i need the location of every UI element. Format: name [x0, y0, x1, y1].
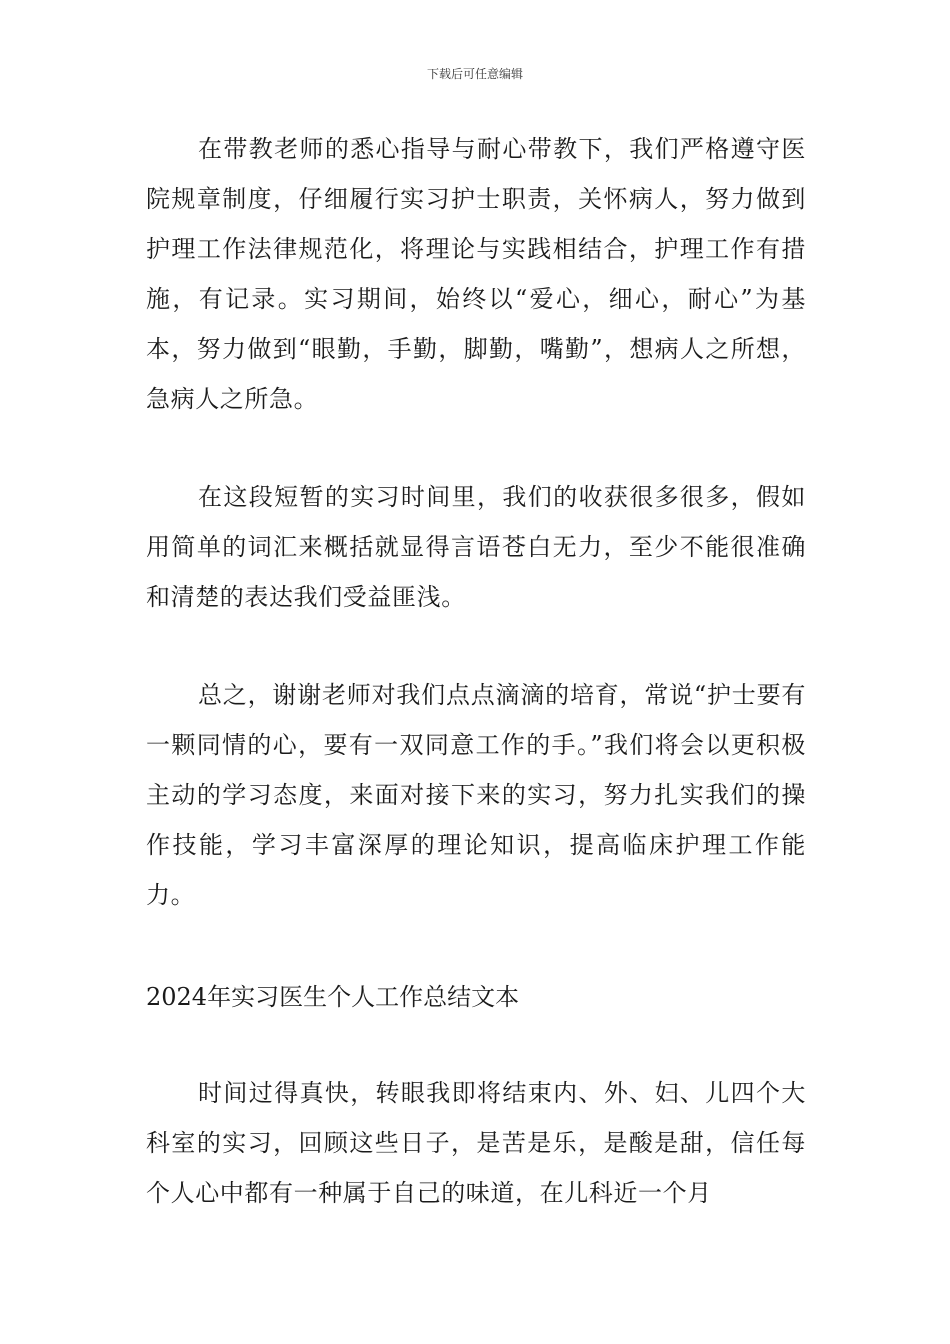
section-paragraph: 时间过得真快，转眼我即将结束内、外、妇、儿四个大科室的实习，回顾这些日子，是苦是乐，是酸是甜，信任每个人心中都有一种属于自己的味道，在儿科近一个月	[146, 1079, 806, 1207]
paragraph-1-block	[146, 124, 806, 424]
paragraph-3: 总之，谢谢老师对我们点点滴滴的培育，常说“护士要有一颗同情的心，要有一双同意工作的手。”我们将会以更积极主动的学习态度，来面对接下来的实习，努力扎实我们的操作技能，学习丰富深厚的理论知识，提高临床护理工作能力。	[146, 681, 806, 909]
paragraph-3-block	[146, 670, 806, 920]
paragraph-2-block	[146, 472, 806, 622]
section-paragraph-block	[146, 1068, 806, 1218]
page-header-note: 下载后可任意编辑	[426, 67, 523, 81]
paragraph-1: 在带教老师的悉心指导与耐心带教下，我们严格遵守医院规章制度，仔细履行实习护士职责，关怀病人，努力做到护理工作法律规范化，将理论与实践相结合，护理工作有措施，有记录。实习期间，始终以“爱心，细心，耐心”为基本，努力做到“眼勤，手勤，脚勤，嘴勤”，想病人之所想，急病人之所急。	[146, 135, 806, 413]
section-title: 2024年实习医生个人工作总结文本	[146, 983, 520, 1011]
paragraph-2: 在这段短暂的实习时间里，我们的收获很多很多，假如用简单的词汇来概括就显得言语苍白无力，至少不能很准确和清楚的表达我们受益匪浅。	[146, 483, 806, 611]
